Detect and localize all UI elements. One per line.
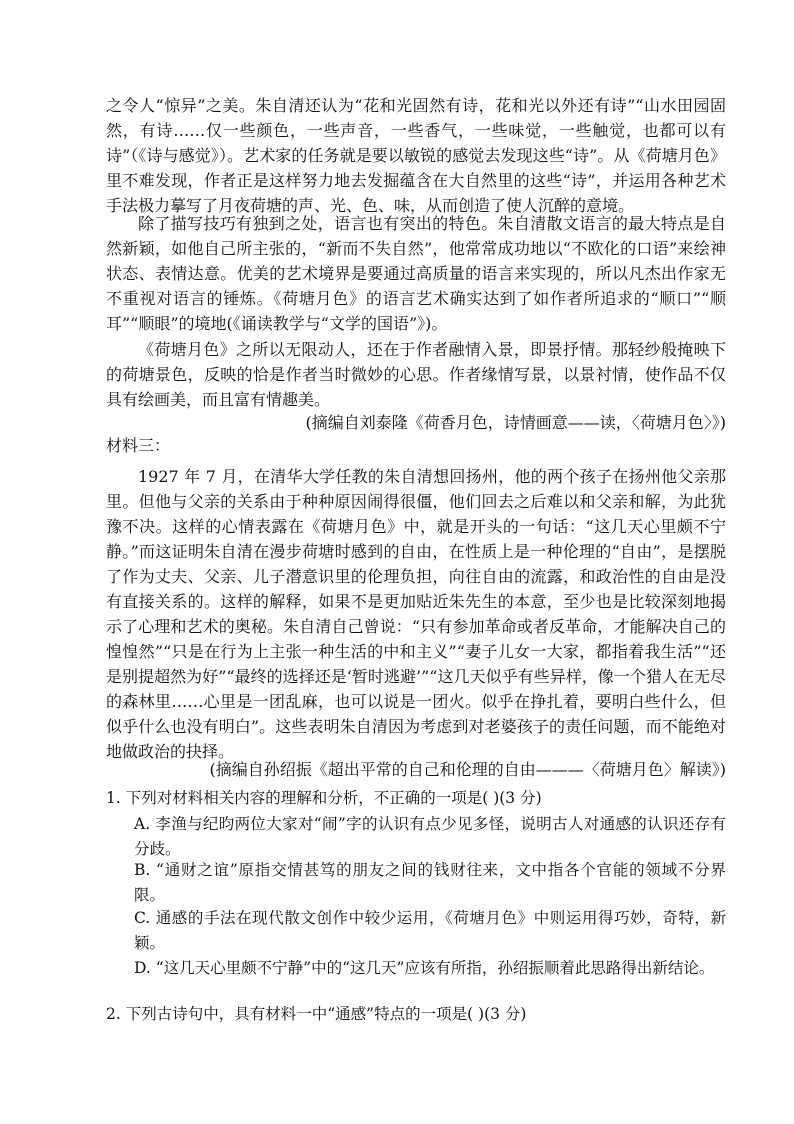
option-c: C. 通感的手法在现代散文创作中较少运用，《荷塘月色》中则运用得巧妙，奇特，新颖。: [134, 909, 726, 952]
option-a: A. 李渔与纪昀两位大家对“闹”字的认识有点少见多怪，说明古人对通感的认识还存有分歧。: [134, 815, 726, 858]
question-1-option-a: [106, 812, 726, 862]
body-paragraph: 1927 年 7 月，在清华大学任教的朱自清想回扬州，他的两个孩子在扬州他父亲那里。但他与父亲的关系由于种种原因闹得很僵，他们回去之后难以和父亲和解，为此犹豫不决。这样的心情表露在《荷塘月色》中，就是开头的一句话：“这几天心里颇不宁静。”而这证明朱自清在漫步荷塘时感到的自由，在性质上是一种伦理的“自由”，是摆脱了作为丈夫、父亲、儿子潜意识里的伦理负担，向往自由的流露，和政治性的自由是没有直接关系的。这样的解释，如果不是更加贴近朱先生的本意，至少也是比较深刻地揭示了心理和艺术的奥秘。朱自清自己曾说：“只有参加革命或者反革命，才能解决自己的惶惶然”“只是在行为上主张一种生活的中和主义”“妻子儿女一大家，都指着我生活”“还是别提超然为好”“最终的选择还是‘暂时逃避’”“这几天似乎有些异样，像一个猎人在无尽的森林里……心里是一团乱麻，也可以说是一团火。似乎在挣扎着，要明白些什么，但似乎什么也没有明白”。这些表明朱自清因为考虑到对老婆孩子的责任问题，而不能绝对地做政治的抉择。: [106, 467, 726, 761]
option-b: B. “通财之谊”原指交情甚笃的朋友之间的钱财往来，文中指各个官能的领域不分界限。: [134, 861, 726, 904]
paragraph-aesthetic-surprise: [106, 93, 726, 218]
question-stem: 1. 下列对材料相关内容的理解和分析，不正确的一项是( )(3 分): [106, 789, 542, 807]
paragraph-material-three: [106, 464, 726, 764]
question-1-option-c: [106, 906, 726, 956]
citation: (摘编自孙绍振《超出平常的自己和伦理的自由———〈荷塘月色〉解读》): [209, 760, 726, 779]
body-paragraph: 除了描写技巧有独到之处，语言也有突出的特色。朱自清散文语言的最大特点是自然新颖，如他自己所主张的，“新而不失自然”，他常常成功地以“不欧化的口语”来绘神状态、表情达意。优美的艺术境界是要通过高质量的语言来实现的，所以凡杰出作家无不重视对语言的锤炼。《荷塘月色》的语言艺术确实达到了如作者所追求的“顺口”“顺耳”“顺眼”的境地(《诵读教学与“文学的国语”》)。: [106, 214, 726, 333]
body-paragraph: 《荷塘月色》之所以无限动人，还在于作者融情入景，即景抒情。那轻纱般掩映下的荷塘景色，反映的恰是作者当时微妙的心思。作者缘情写景，以景衬情，使作品不仅具有绘画美，而且富有情趣美。: [106, 340, 726, 409]
paragraph-emotion-scene: [106, 337, 726, 412]
citation-2: [106, 757, 726, 782]
section-label: 材料三：: [106, 436, 171, 455]
question-1-option-d: [106, 956, 726, 981]
question-stem: 2. 下列古诗句中，具有材料一中“通感”特点的一项是( )(3 分): [106, 1005, 527, 1023]
question-1: [106, 786, 726, 811]
body-paragraph: 之令人“惊异”之美。朱自清还认为“花和光固然有诗，花和光以外还有诗”“山水田园固然，有诗……仅一些颜色，一些声音，一些香气，一些味觉，一些触觉，也都可以有诗”（《诗与感觉》）。艺术家的任务就是要以敏锐的感觉去发现这些“诗”。从《荷塘月色》里不难发现，作者正是这样努力地去发掘蕴含在大自然里的这些“诗”，并运用各种艺术手法极力摹写了月夜荷塘的声、光、色、味，从而创造了使人沉醉的意境。: [106, 96, 726, 215]
citation: (摘编自刘泰隆《荷香月色，诗情画意——读，〈荷塘月色〉》): [305, 413, 726, 432]
question-2: [106, 1002, 726, 1027]
question-1-option-b: [106, 858, 726, 908]
citation-1: [106, 410, 726, 435]
option-d: D. “这几天心里颇不宁静”中的“这几天”应该有所指，孙绍振顺着此思路得出新结论。: [134, 959, 715, 977]
paragraph-language-features: [106, 211, 726, 336]
material-three-label: [106, 433, 726, 458]
